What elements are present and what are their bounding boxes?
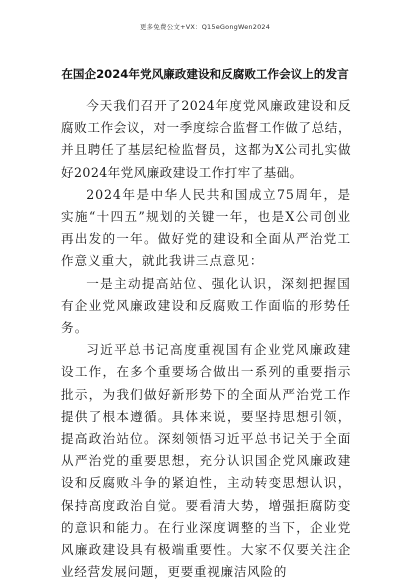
header-note: 更多免费公文+VX：Q15eGongWen2024 <box>139 23 271 31</box>
paragraph: 习近平总书记高度重视国有企业党风廉政建设工作，在多个重要场合做出一系列的重要指示批示，为我们做好新形势下的全面从严治党工作提供了根本遵循。具体来说，要坚持思想引领，提高政治站位。深刻领悟习近平总书记关于全面从严治党的重要思想，充分认识国企党风廉政建设和反腐败斗争的紧迫性，主动转变思想认识，保持高度政治自觉。要看清大势，增强拒腐防变的意识和能力。在行业深度调整的当下，企业党风廉政建设具有极端重要性。大家不仅要关注企业经营发展问题，更要重视廉洁风险的 <box>61 342 351 580</box>
paragraph: 今天我们召开了2024年度党风廉政建设和反腐败工作会议，对一季度综合监督工作做了总结，并且聘任了基层纪检监督员，这都为X公司扎实做好2024年党风廉政建设工作打牢了基础。 <box>61 98 351 180</box>
document-title: 在国企2024年党风廉政建设和反腐败工作会议上的发言 <box>61 67 349 81</box>
paragraph: 一是主动提高站位、强化认识，深刻把握国有企业党风廉政建设和反腐败工作面临的形势任务。 <box>61 275 351 336</box>
paragraph: 2024年是中华人民共和国成立75周年，是实施“十四五”规划的关键一年，也是X公司创业再出发的一年。做好党的建设和全面从严治党工作意义重大，就此我讲三点意见： <box>61 186 351 269</box>
document-body <box>61 95 351 583</box>
